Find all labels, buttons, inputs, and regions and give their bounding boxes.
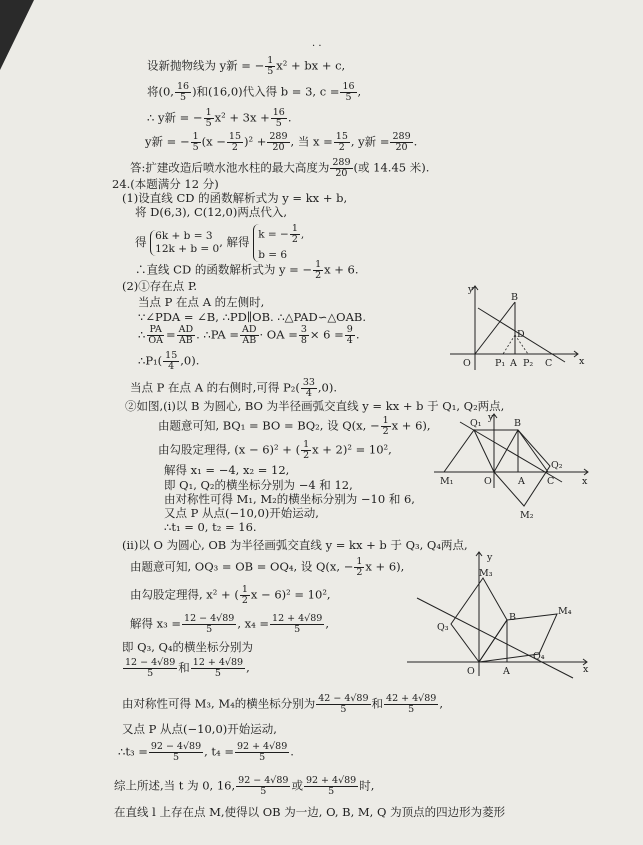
label-d: D <box>517 329 525 340</box>
label-q3: Q₃ <box>437 622 449 633</box>
q24-case-i-times: ∴t₁ = 0, t₂ = 16. <box>164 520 257 534</box>
q24-similar-triangles: ∵∠PDA = ∠B, ∴PD∥OB. ∴△PAD∽△OAB. <box>138 310 367 324</box>
label-q2: Q₂ <box>551 460 563 471</box>
q24-case-i-intro: ②如图,(i)以 B 为圆心, BO 为半径画弧交直线 y = kx + b 于 Q₁, Q₂两点, <box>125 399 505 413</box>
q24-part2-heading: (2)①存在点 P. <box>122 279 198 293</box>
q24-case-ii-q-values: $\frac{12 - 4√89}{5}$ 和 $\frac{12 + 4√89}{5}$ , <box>125 657 250 679</box>
q24-case-ii-m-abscissa: 由对称性可得 M₃, M₄的横坐标分别为 $\frac{42 - 4√89}{5}$ 和 $\frac{42 + 4√89}{5}$ , <box>122 693 443 715</box>
label-q4: Q₄ <box>533 651 545 662</box>
label-p1: P₁ <box>495 358 506 369</box>
label-x: x <box>582 476 588 487</box>
label-m1: M₁ <box>440 476 454 487</box>
q24-case-i-pythagoras: 由勾股定理得, (x − 6)² + ( $\frac{1}{2}$ x + 2)² = 10², <box>158 439 392 461</box>
label-m4: M₄ <box>558 606 572 617</box>
label-p2: P₂ <box>523 358 534 369</box>
label-m3: M₃ <box>479 568 493 579</box>
label-b: B <box>514 418 521 429</box>
label-a: A <box>503 666 510 677</box>
rhombus-2 <box>494 430 550 506</box>
q24-case-ii-setup: 由题意可知, OQ₃ = OB = OQ₄, 设 Q(x, − $\frac{1}{2}$ x + 6), <box>130 556 405 578</box>
line-substitute: 将(0, $\frac{16}{5}$ )和(16,0)代入得 b = 3, c = $\frac{16}{5}$ , <box>147 81 362 103</box>
label-q1: Q₁ <box>470 418 482 429</box>
line-answer-height: 答:扩建改造后喷水池水柱的最大高度为 $\frac{289}{20}$ (或 14.45 米). <box>130 157 430 179</box>
q24-conclusion: 在直线 l 上存在点 M,使得以 OB 为一边, O, B, M, Q 为顶点的四边形为菱形 <box>114 805 506 819</box>
q24-case-i-setup: 由题意可知, BQ₁ = BO = BQ₂, 设 Q(x, − $\frac{1}{2}$ x + 6), <box>158 415 431 437</box>
scan-dots: · · <box>312 41 322 52</box>
label-x: x <box>579 356 585 367</box>
q24-part1-line2: 将 D(6,3), C(12,0)两点代入, <box>135 205 287 219</box>
q24-case-ii-q-abscissa: 即 Q₃, Q₄的横坐标分别为 <box>122 640 254 654</box>
rhombus-4 <box>479 614 557 662</box>
q24-case-i-start: 又点 P 从点(−10,0)开始运动, <box>164 506 319 520</box>
label-c: C <box>547 476 555 487</box>
q24-case-i-m-abscissa: 由对称性可得 M₁, M₂的横坐标分别为 −10 和 6, <box>164 492 415 506</box>
figure-3-rhombus-diagram <box>395 548 595 683</box>
label-y: y <box>487 552 493 563</box>
q24-p2-point: 当点 P 在点 A 的右侧时,可得 P₂( $\frac{33}{4}$ ,0). <box>130 377 338 399</box>
line-cd <box>460 422 562 482</box>
q24-p-left-case: 当点 P 在点 A 的左侧时, <box>138 295 265 309</box>
line-parabola-def: 设新抛物线为 y新 = − $\frac{1}{5}$ x² + bx + c, <box>147 55 346 77</box>
label-y: y <box>488 412 494 423</box>
label-o: O <box>463 358 471 369</box>
q24-p1-point: ∴P₁( $\frac{15}{4}$ ,0). <box>138 350 200 372</box>
q24-case-ii-intro: (ii)以 O 为圆心, OB 为半径画弧交直线 y = kx + b 于 Q₃, Q₄两点, <box>122 538 468 552</box>
system-of-equations: 6k + b = 3 12k + b = 0 <box>150 230 219 256</box>
label-b: B <box>511 292 518 303</box>
label-a: A <box>510 358 517 369</box>
q24-case-i-solve: 解得 x₁ = −4, x₂ = 12, <box>164 463 290 477</box>
label-c: C <box>545 358 553 369</box>
q24-part1-line1: (1)设直线 CD 的函数解析式为 y = kx + b, <box>122 191 348 205</box>
q24-case-ii-solve: 解得 x₃ = $\frac{12 - 4√89}{5}$ , x₄ = $\frac{12 + 4√89}{5}$ , <box>130 613 329 635</box>
label-y: y <box>468 284 474 295</box>
figure-2-rhombus-diagram <box>430 408 595 523</box>
line-vertex-form: y新 = − $\frac{1}{5}$ (x − $\frac{15}{2}$ )² + $\frac{289}{20}$ , 当 x = $\frac{15}{2}$ , y新 = $\frac{289}{20}$ . <box>145 131 418 153</box>
label-a: A <box>518 476 525 487</box>
label-x: x <box>583 664 589 675</box>
q24-equation-system: 得 6k + b = 3 12k + b = 0 , 解得 k = − $\frac{1}{2}$ , b = 6 <box>135 223 305 261</box>
q24-summary: 综上所述,当 t 为 0, 16, $\frac{92 - 4√89}{5}$ 或 $\frac{92 + 4√89}{5}$ 时, <box>114 775 375 797</box>
label-b: B <box>509 612 516 623</box>
system-solution: k = − $\frac{1}{2}$ , b = 6 <box>253 224 304 262</box>
segment-bc <box>518 430 548 472</box>
q24-case-ii-pythagoras: 由勾股定理得, x² + ( $\frac{1}{2}$ x − 6)² = 10², <box>130 584 331 606</box>
figure-1-coordinate-diagram <box>440 280 585 375</box>
label-o: O <box>484 476 492 487</box>
q24-case-ii-times: ∴t₃ = $\frac{92 - 4√89}{5}$ , t₄ = $\frac{92 + 4√89}{5}$ . <box>118 741 294 763</box>
q24-case-i-q-abscissa: 即 Q₁, Q₂的横坐标分别为 −4 和 12, <box>164 478 353 492</box>
label-m2: M₂ <box>520 510 534 521</box>
rhombus-1 <box>444 430 494 472</box>
q24-case-ii-start: 又点 P 从点(−10,0)开始运动, <box>122 722 277 736</box>
fraction: $\frac{1}{5}$ <box>267 55 274 77</box>
question-24-heading: 24.(本题满分 12 分) <box>112 177 219 191</box>
q24-ratio-line: ∴ $\frac{PA}{OA}$ = $\frac{AD}{AB}$ . ∴PA = $\frac{AD}{AB}$ · OA = $\frac{3}{8}$ × 6 = $\frac{9}{4}$ . <box>138 324 360 346</box>
line-new-parabola: ∴ y新 = − $\frac{1}{5}$ x² + 3x + $\frac{16}{5}$ . <box>147 107 292 129</box>
q24-line-cd: ∴直线 CD 的函数解析式为 y = − $\frac{1}{2}$ x + 6. <box>135 259 359 281</box>
segment-pd-1 <box>503 335 515 354</box>
label-o: O <box>467 666 475 677</box>
